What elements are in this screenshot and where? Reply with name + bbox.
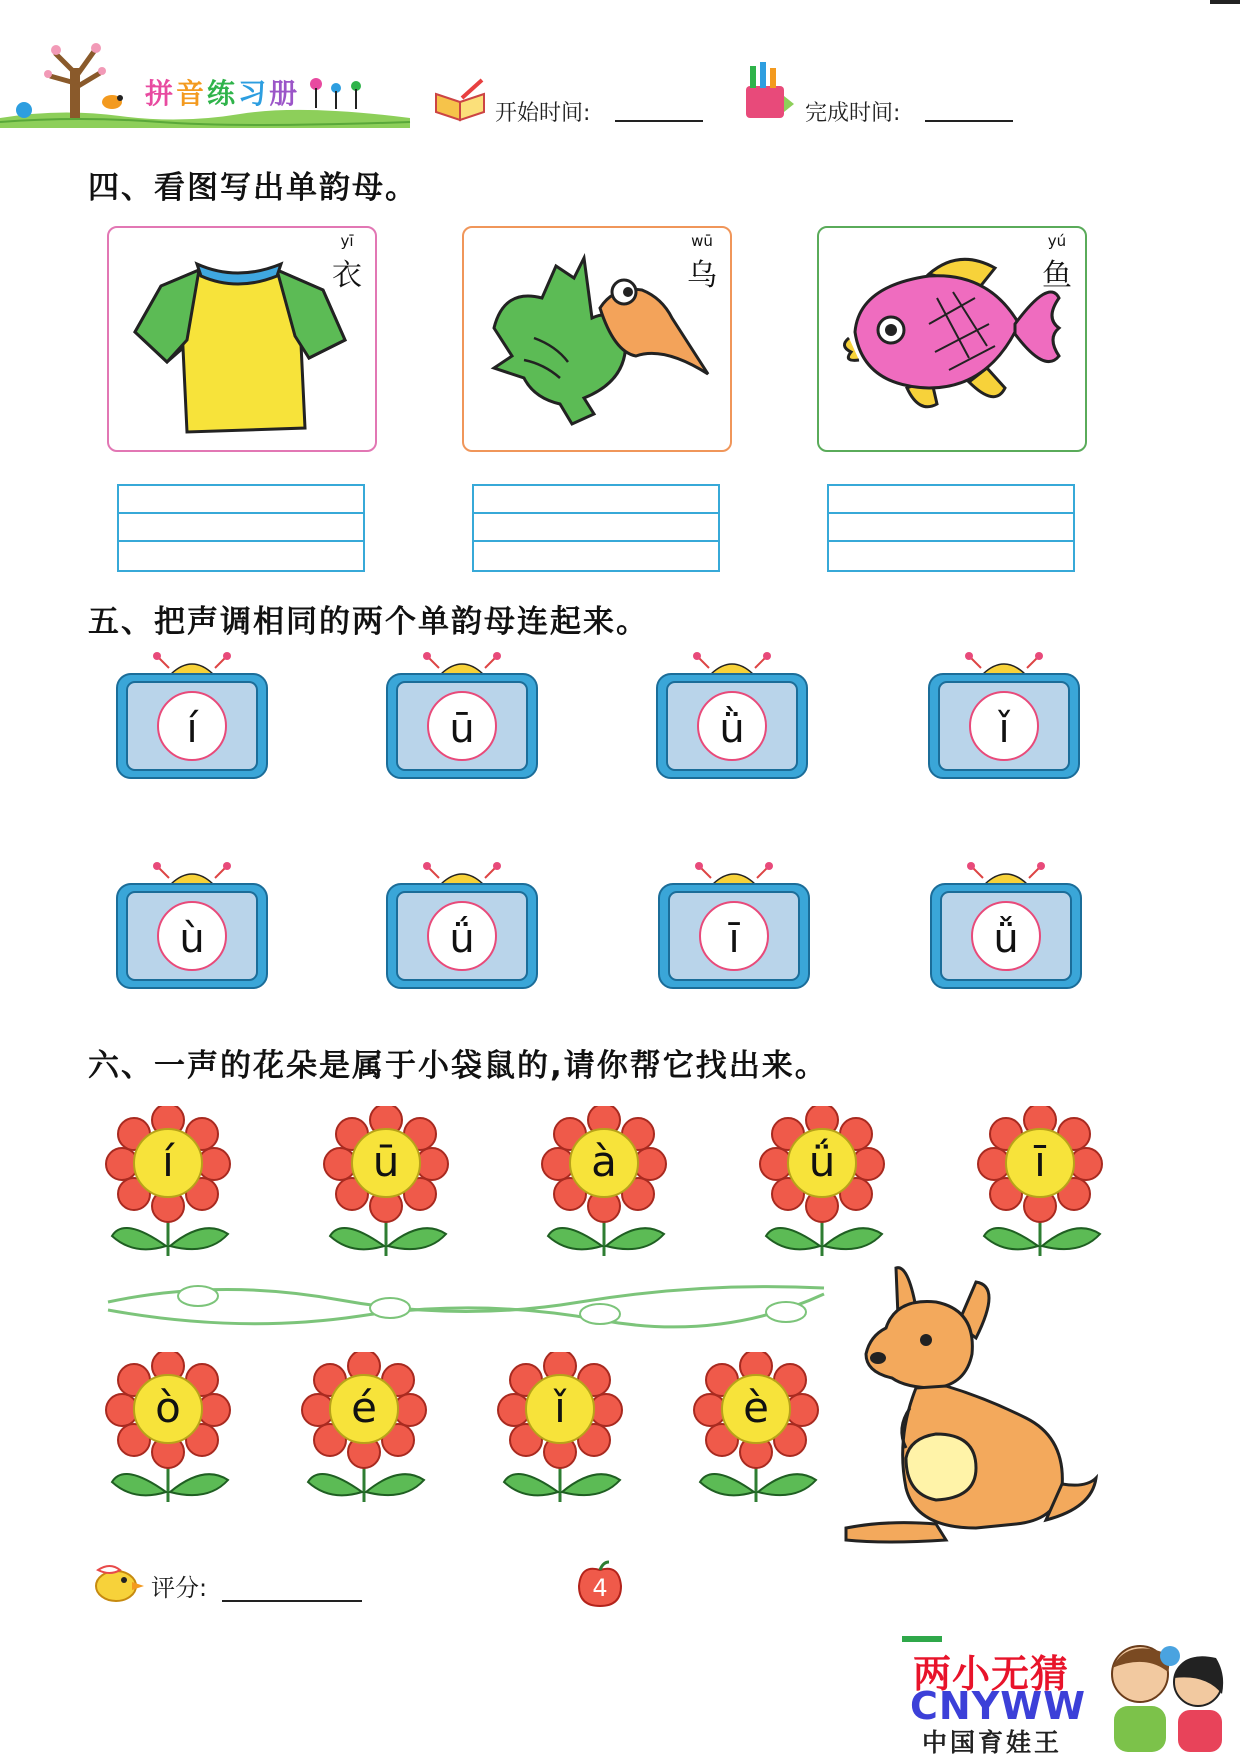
tv-vowel-text: ū <box>449 706 475 752</box>
flower-vowel-text: ū <box>372 1137 400 1186</box>
start-time-blank[interactable] <box>615 120 703 122</box>
flower-vowel-text: ǘ <box>808 1137 836 1186</box>
writing-rule <box>472 570 720 572</box>
flower-vowel-text: ǐ <box>554 1383 566 1432</box>
picture-card-shirt <box>107 226 377 452</box>
flower-vowel-text: í <box>162 1137 174 1186</box>
start-time-label: 开始时间: <box>495 101 591 126</box>
book-title-char: 册 <box>269 77 301 110</box>
tv-vowel-text: ǘ <box>449 916 475 962</box>
tv-vowel-card[interactable] <box>113 862 271 992</box>
card-pinyin: yú <box>1047 232 1067 250</box>
writing-edge <box>1073 484 1075 572</box>
flower-vowel[interactable] <box>104 1352 234 1504</box>
writing-edge <box>363 484 365 572</box>
writing-edge <box>117 484 119 572</box>
score-blank[interactable] <box>222 1600 362 1602</box>
writing-rule <box>472 540 720 542</box>
flower-vowel[interactable] <box>758 1106 888 1258</box>
flower-vowel[interactable] <box>300 1352 430 1504</box>
tv-vowel-card[interactable] <box>653 652 811 782</box>
chick-icon <box>90 1560 146 1604</box>
card-pinyin: yī <box>340 232 354 250</box>
writing-rule <box>827 484 1075 486</box>
flower-vowel[interactable] <box>976 1106 1106 1258</box>
watermark-line-3: 中国育娃王 <box>922 1728 1063 1757</box>
page-number: 4 <box>592 1574 608 1602</box>
flower-vowel[interactable] <box>692 1352 822 1504</box>
book-icon <box>432 78 492 122</box>
writing-rule <box>117 512 365 514</box>
flower-vowel[interactable] <box>540 1106 670 1258</box>
tv-vowel-text: ǜ <box>719 706 745 752</box>
writing-edge <box>472 484 474 572</box>
flower-vowel[interactable] <box>322 1106 452 1258</box>
tv-vowel-text: í <box>186 706 198 752</box>
tv-vowel-text: ǚ <box>993 916 1019 962</box>
writing-edge <box>827 484 829 572</box>
book-title <box>145 72 300 112</box>
writing-rule <box>117 484 365 486</box>
wavy-path <box>100 1272 830 1352</box>
writing-lines[interactable] <box>472 484 720 572</box>
kangaroo-picture <box>826 1258 1116 1548</box>
flower-vowel-text: è <box>743 1383 769 1432</box>
writing-rule <box>472 512 720 514</box>
writing-lines[interactable] <box>827 484 1075 572</box>
tv-vowel-card[interactable] <box>113 652 271 782</box>
card-pinyin: wū <box>691 232 713 250</box>
picture-card-fish <box>817 226 1087 452</box>
section-five-title: 五、把声调相同的两个单韵母连起来。 <box>88 604 649 640</box>
finish-time-blank[interactable] <box>925 120 1013 122</box>
tv-vowel-text: ù <box>179 916 205 962</box>
watermark-bar <box>902 1636 942 1642</box>
finish-time-label: 完成时间: <box>805 101 901 126</box>
card-character: 鱼 <box>1042 258 1072 293</box>
flower-vowel-text: é <box>351 1383 377 1432</box>
writing-edge <box>718 484 720 572</box>
flower-vowel[interactable] <box>104 1106 234 1258</box>
card-character: 乌 <box>687 258 717 293</box>
score-label: 评分: <box>151 1574 208 1602</box>
writing-rule <box>827 570 1075 572</box>
section-four-title: 四、看图写出单韵母。 <box>88 170 418 206</box>
flower-vowel[interactable] <box>496 1352 626 1504</box>
writing-rule <box>472 484 720 486</box>
flower-vowel-text: ò <box>155 1383 181 1432</box>
corner-mark <box>1210 0 1240 4</box>
watermark-line-2: CNYWW <box>910 1684 1087 1728</box>
writing-rule <box>117 540 365 542</box>
tv-vowel-card[interactable] <box>927 862 1085 992</box>
tv-vowel-card[interactable] <box>925 652 1083 782</box>
children-mascot-picture <box>1086 1634 1236 1752</box>
section-six-title: 六、一声的花朵是属于小袋鼠的,请你帮它找出来。 <box>88 1048 828 1084</box>
book-title-char: 音 <box>176 77 208 110</box>
tv-vowel-card[interactable] <box>383 862 541 992</box>
tv-vowel-card[interactable] <box>655 862 813 992</box>
picture-card-crow <box>462 226 732 452</box>
writing-lines[interactable] <box>117 484 365 572</box>
tv-vowel-text: ǐ <box>998 706 1010 752</box>
writing-rule <box>827 512 1075 514</box>
flower-vowel-text: ī <box>1034 1137 1046 1186</box>
book-title-char: 习 <box>238 77 270 110</box>
tv-vowel-card[interactable] <box>383 652 541 782</box>
writing-rule <box>827 540 1075 542</box>
book-title-char: 练 <box>207 77 239 110</box>
writing-rule <box>117 570 365 572</box>
watermark-line-1: 两小无猜 <box>913 1652 1070 1696</box>
book-title-char: 拼 <box>145 77 177 110</box>
flower-vowel-text: à <box>591 1137 617 1186</box>
card-character: 衣 <box>332 258 362 293</box>
pencil-cup-icon <box>738 60 796 122</box>
tv-vowel-text: ī <box>728 916 740 962</box>
